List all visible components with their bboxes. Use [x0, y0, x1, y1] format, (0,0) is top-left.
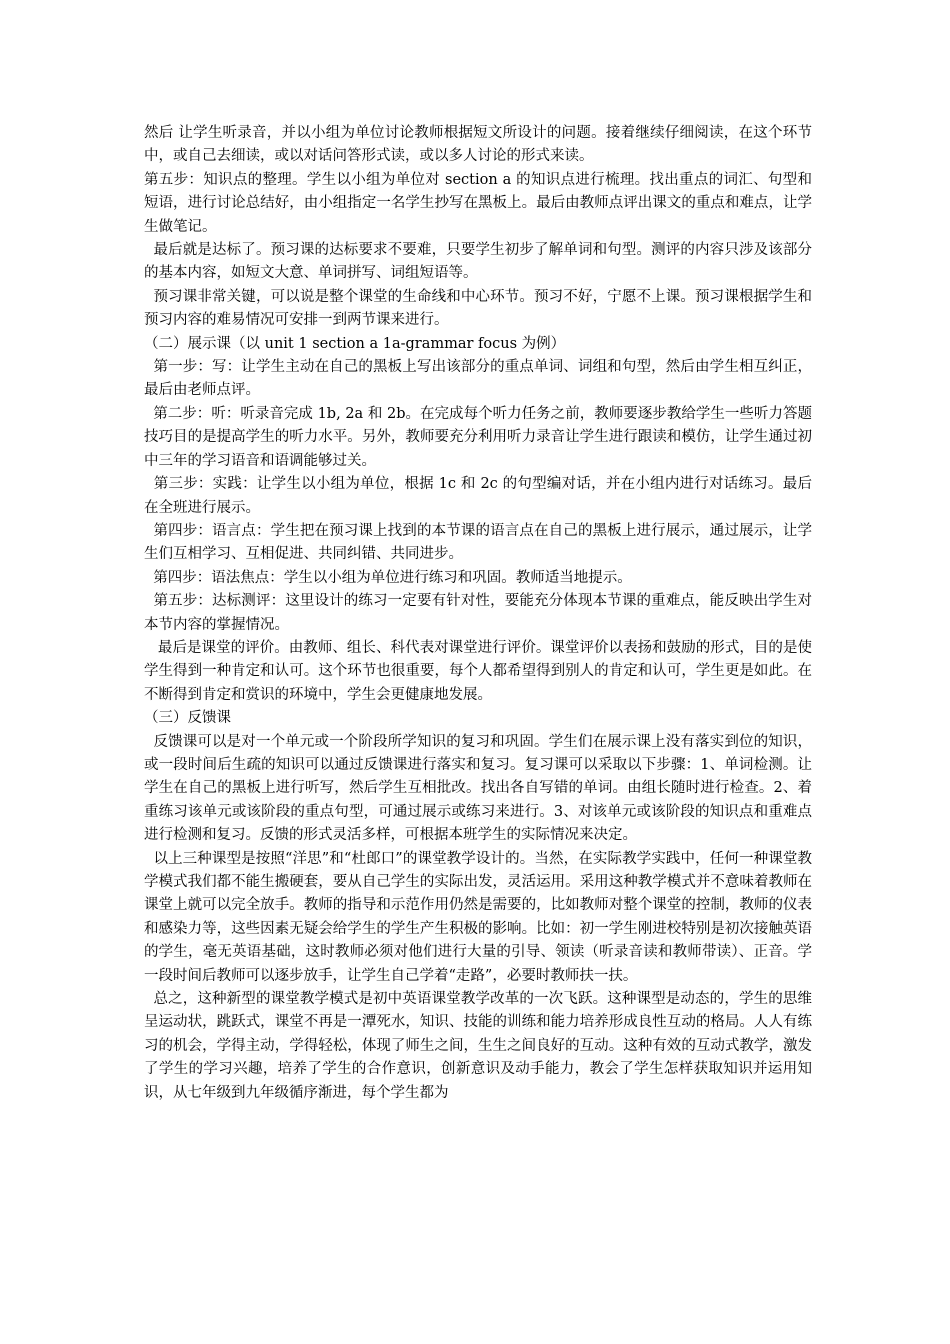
paragraph: 第三步：实践：让学生以小组为单位，根据 1c 和 2c 的句型编对话，并在小组内进行对话练习。最后在全班进行展示。 [144, 476, 812, 516]
paragraph: 以上三种课型是按照“洋思”和“杜郎口”的课堂教学设计的。当然，在实际教学实践中，任何一种课堂教学模式我们都不能生搬硬套，要从自己学生的实际出发，灵活运用。采用这种教学模式并不意味着教师在课堂上就可以完全放手。教师的指导和示范作用仍然是需要的，比如教师对整个课堂的控制，教师的仪表和感染力等，这些因素无疑会给学生的学生产生积极的影响。比如：初一学生刚进校特别是初次接触英语的学生，毫无英语基础，这时教师必须对他们进行大量的引导、领读（听录音读和教师带读）、正音。学一段时间后教师可以逐步放手，让学生自己学着“走路”，必要时教师扶一扶。 [144, 850, 812, 984]
paragraph: 第四步：语法焦点：学生以小组为单位进行练习和巩固。教师适当地提示。 [144, 569, 632, 586]
paragraph: 第五步：知识点的整理。学生以小组为单位对 section a 的知识点进行梳理。找出重点的词汇、句型和短语，进行讨论总结好，由小组指定一名学生抄写在黑板上。最后由教师点评出课文的重点和难点，让学生做笔记。 [144, 171, 812, 235]
paragraph: 最后就是达标了。预习课的达标要求不要难，只要学生初步了解单词和句型。测评的内容只涉及该部分的基本内容，如短文大意、单词拼写、词组短语等。 [144, 242, 812, 282]
paragraph: 反馈课可以是对一个单元或一个阶段所学知识的复习和巩固。学生们在展示课上没有落实到位的知识，或一段时间后生疏的知识可以通过反馈课进行落实和复习。复习课可以采取以下步骤：1、单词检测。让学生在自己的黑板上进行听写，然后学生互相批改。找出各自写错的单词。由组长随时进行检查。2、着重练习该单元或该阶段的重点句型，可通过展示或练习来进行。3、对该单元或该阶段的知识点和重难点进行检测和复习。反馈的形式灵活多样，可根据本班学生的实际情况来决定。 [144, 733, 812, 844]
paragraph: 最后是课堂的评价。由教师、组长、科代表对课堂进行评价。课堂评价以表扬和鼓励的形式，目的是使学生得到一种肯定和认可。这个环节也很重要，每个人都希望得到别人的肯定和认可，学生更是如此。在不断得到肯定和赏识的环境中，学生会更健康地发展。 [144, 639, 812, 703]
section-heading: （三）反馈课 [144, 710, 231, 727]
paragraph: 第四步：语言点：学生把在预习课上找到的本节课的语言点在自己的黑板上进行展示，通过展示，让学生们互相学习、互相促进、共同纠错、共同进步。 [144, 522, 812, 563]
section-heading: （二）展示课（以 unit 1 section a 1a-grammar focus 为例） [144, 335, 566, 352]
paragraph: 第五步：达标测评：这里设计的练习一定要有针对性，要能充分体现本节课的重难点，能反映出学生对本节内容的掌握情况。 [144, 593, 812, 633]
document-body [144, 122, 812, 1105]
paragraph: 总之，这种新型的课堂教学模式是初中英语课堂教学改革的一次飞跃。这种课型是动态的，学生的思维呈运动状，跳跃式，课堂不再是一潭死水，知识、技能的训练和能力培养形成良性互动的格局。人人有练习的机会，学得主动，学得轻松，体现了师生之间，生生之间良好的互动。这种有效的互动式教学，激发了学生的学习兴趣，培养了学生的合作意识，创新意识及动手能力，教会了学生怎样获取知识并运用知识，从七年级到九年级循序渐进，每个学生都为 [144, 991, 812, 1101]
paragraph: 第二步：听：听录音完成 1b, 2a 和 2b。在完成每个听力任务之前，教师要逐步教给学生一些听力答题技巧目的是提高学生的听力水平。另外，教师要充分利用听力录音让学生进行跟读和模仿，让学生通过初中三年的学习语音和语调能够过关。 [144, 405, 812, 469]
paragraph: 预习课非常关键，可以说是整个课堂的生命线和中心环节。预习不好，宁愿不上课。预习课根据学生和预习内容的难易情况可安排一到两节课来进行。 [144, 288, 812, 329]
paragraph: 第一步：写：让学生主动在自己的黑板上写出该部分的重点单词、词组和句型，然后由学生相互纠正，最后由老师点评。 [144, 359, 812, 399]
paragraph: 然后 让学生听录音，并以小组为单位讨论教师根据短文所设计的问题。接着继续仔细阅读，在这个环节中，或自己去细读，或以对话问答形式读，或以多人讨论的形式来读。 [144, 125, 812, 165]
